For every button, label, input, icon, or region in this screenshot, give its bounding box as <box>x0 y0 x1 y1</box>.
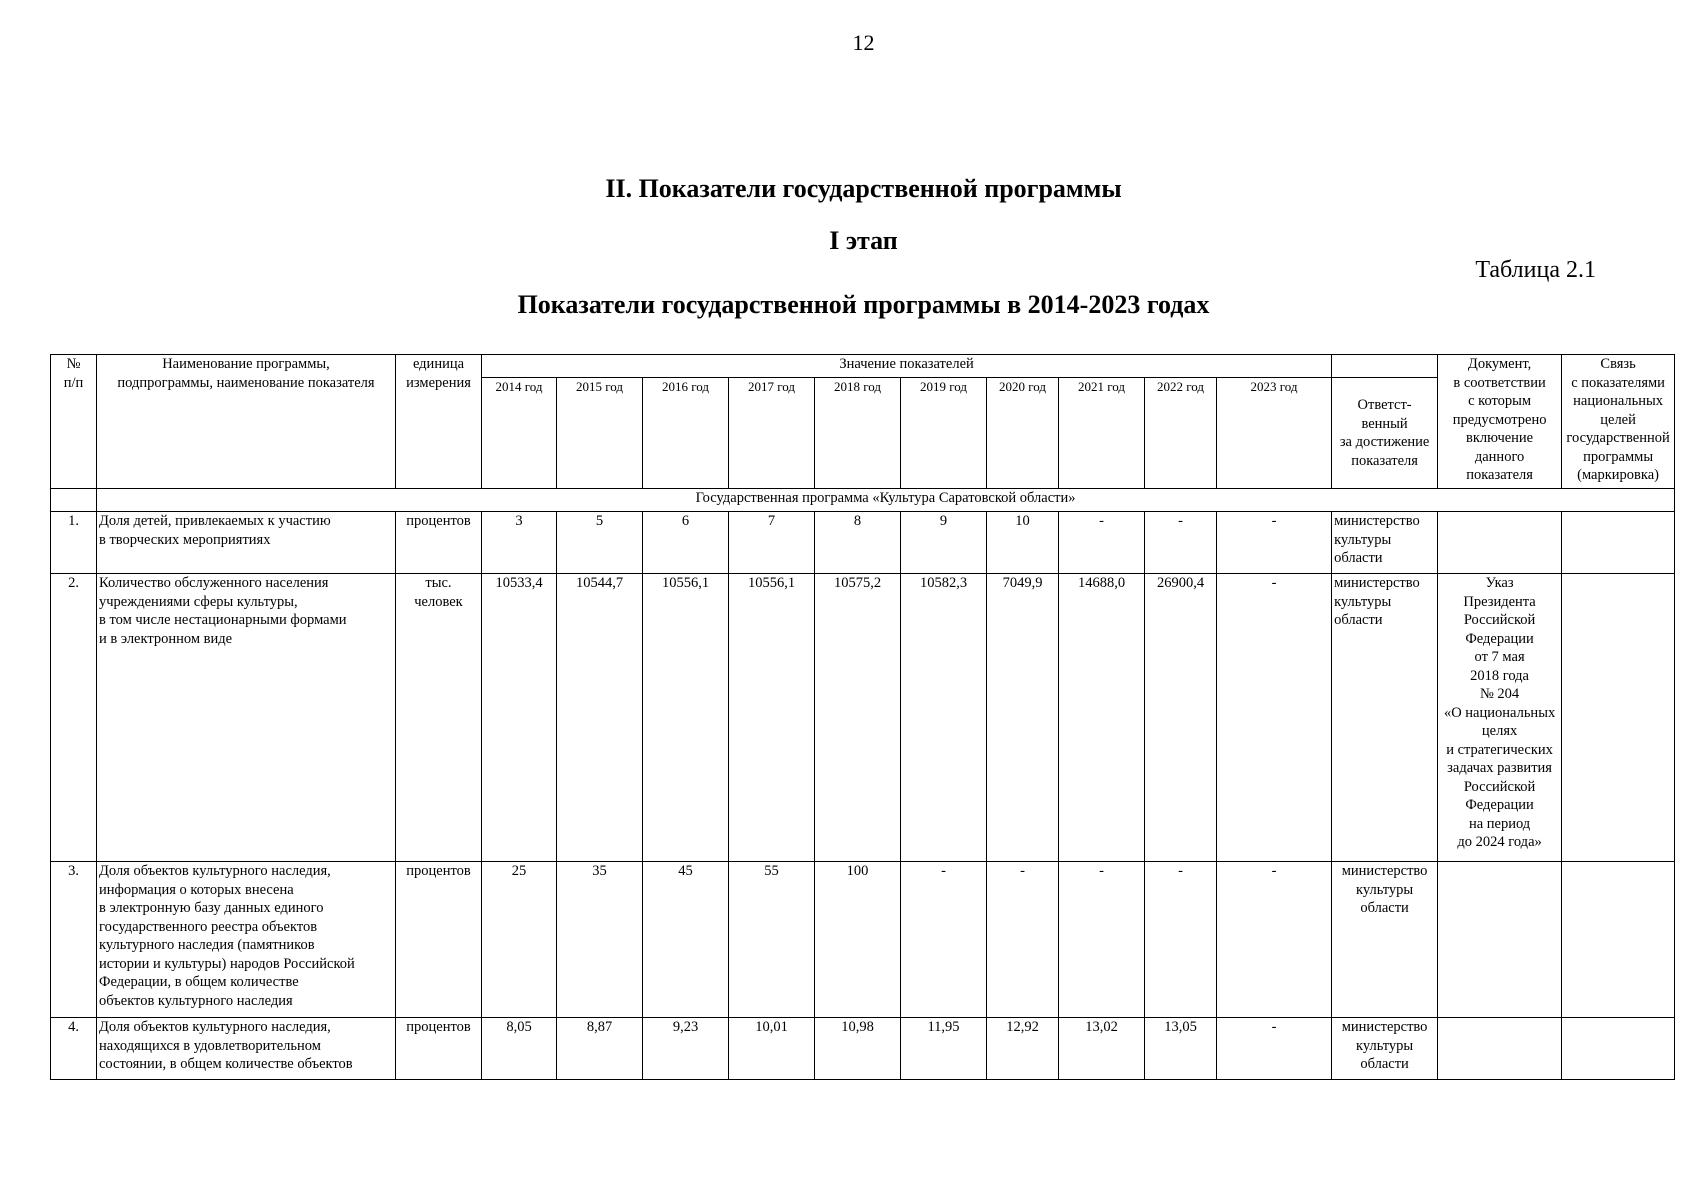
row-value: - <box>1059 862 1145 1018</box>
table-row <box>51 862 1675 1018</box>
header-num: № п/п <box>51 355 97 489</box>
year-header: 2019 год <box>901 378 987 489</box>
row-name: Доля детей, привлекаемых к участию в творческих мероприятиях <box>97 512 396 574</box>
row-link <box>1562 512 1675 574</box>
row-value: 55 <box>729 862 815 1018</box>
row-value: 10,01 <box>729 1018 815 1080</box>
year-header: 2023 год <box>1217 378 1332 489</box>
row-value: 8,05 <box>482 1018 557 1080</box>
row-document <box>1438 1018 1562 1080</box>
row-value: - <box>1217 512 1332 574</box>
row-document <box>1438 512 1562 574</box>
row-value: - <box>987 862 1059 1018</box>
row-value: 5 <box>557 512 643 574</box>
year-header: 2016 год <box>643 378 729 489</box>
row-value: - <box>1145 512 1217 574</box>
row-value: 100 <box>815 862 901 1018</box>
year-header: 2017 год <box>729 378 815 489</box>
row-responsible: министерство культуры области <box>1332 1018 1438 1080</box>
row-value: 11,95 <box>901 1018 987 1080</box>
row-value: - <box>901 862 987 1018</box>
row-value: 13,02 <box>1059 1018 1145 1080</box>
page-number: 12 <box>852 30 875 55</box>
row-unit: тыс. человек <box>396 574 482 862</box>
row-document: Указ Президента Российской Федерации от 7 мая 2018 года № 204 «О национальных целях и стратегических задачах развития Российской Федерации на период до 2024 года» <box>1438 574 1562 862</box>
row-value: 13,05 <box>1145 1018 1217 1080</box>
row-num: 1. <box>51 512 97 574</box>
header-name: Наименование программы, подпрограммы, наименование показателя <box>97 355 396 489</box>
row-value: - <box>1217 574 1332 862</box>
header-values: Значение показателей <box>482 355 1332 378</box>
row-num: 4. <box>51 1018 97 1080</box>
row-name: Количество обслуженного населения учреждениями сферы культуры, в том числе нестационарными формами и в электронном виде <box>97 574 396 862</box>
row-value: 6 <box>643 512 729 574</box>
row-value: 35 <box>557 862 643 1018</box>
header-document: Документ, в соответствии с которым предусмотрено включение данного показателя <box>1438 355 1562 489</box>
row-num: 3. <box>51 862 97 1018</box>
table-header-row <box>51 355 1675 378</box>
row-value: 10556,1 <box>729 574 815 862</box>
program-row <box>51 489 1675 512</box>
header-responsible: Ответст- венный за достижение показателя <box>1332 378 1438 489</box>
row-value: 9,23 <box>643 1018 729 1080</box>
row-link <box>1562 574 1675 862</box>
row-responsible: министерство культуры области <box>1332 574 1438 862</box>
row-value: - <box>1145 862 1217 1018</box>
row-unit: процентов <box>396 1018 482 1080</box>
row-unit: процентов <box>396 862 482 1018</box>
row-document <box>1438 862 1562 1018</box>
year-header: 2022 год <box>1145 378 1217 489</box>
year-header: 2021 год <box>1059 378 1145 489</box>
year-header: 2020 год <box>987 378 1059 489</box>
row-value: 7049,9 <box>987 574 1059 862</box>
row-value: 8,87 <box>557 1018 643 1080</box>
row-value: 14688,0 <box>1059 574 1145 862</box>
table-label: Таблица 2.1 <box>1475 257 1596 283</box>
row-value: 26900,4 <box>1145 574 1217 862</box>
row-value: 12,92 <box>987 1018 1059 1080</box>
row-value: 10533,4 <box>482 574 557 862</box>
year-header: 2014 год <box>482 378 557 489</box>
row-value: 8 <box>815 512 901 574</box>
header-blank <box>1332 355 1438 378</box>
row-value: 10544,7 <box>557 574 643 862</box>
header-unit: единица измерения <box>396 355 482 489</box>
header-link: Связь с показателями национальных целей государственной программы (маркировка) <box>1562 355 1675 489</box>
row-value: 10556,1 <box>643 574 729 862</box>
table-row <box>51 512 1675 574</box>
row-responsible: министерство культуры области <box>1332 862 1438 1018</box>
row-value: 7 <box>729 512 815 574</box>
row-value: 10575,2 <box>815 574 901 862</box>
table-row <box>51 1018 1675 1080</box>
section-heading: II. Показатели государственной программы <box>605 174 1122 203</box>
row-value: 10 <box>987 512 1059 574</box>
table-row <box>51 574 1675 862</box>
row-value: 10582,3 <box>901 574 987 862</box>
row-link <box>1562 862 1675 1018</box>
row-value: - <box>1217 862 1332 1018</box>
row-value: 45 <box>643 862 729 1018</box>
year-header: 2015 год <box>557 378 643 489</box>
row-num: 2. <box>51 574 97 862</box>
row-value: - <box>1217 1018 1332 1080</box>
year-header: 2018 год <box>815 378 901 489</box>
row-name: Доля объектов культурного наследия, информация о которых внесена в электронную базу данных единого государственного реестра объектов культурного наследия (памятников истории и культуры) народов Российской Федерации, в общем количестве объектов культурного наследия <box>97 862 396 1018</box>
row-value: 10,98 <box>815 1018 901 1080</box>
row-value: 9 <box>901 512 987 574</box>
row-value: 3 <box>482 512 557 574</box>
row-unit: процентов <box>396 512 482 574</box>
row-value: - <box>1059 512 1145 574</box>
program-title: Государственная программа «Культура Саратовской области» <box>97 489 1675 512</box>
program-num-cell <box>51 489 97 512</box>
row-value: 25 <box>482 862 557 1018</box>
table-heading: Показатели государственной программы в 2014-2023 годах <box>517 290 1210 319</box>
row-responsible: министерство культуры области <box>1332 512 1438 574</box>
row-link <box>1562 1018 1675 1080</box>
row-name: Доля объектов культурного наследия, находящихся в удовлетворительном состоянии, в общем количестве объектов <box>97 1018 396 1080</box>
stage-heading: I этап <box>829 226 898 255</box>
indicators-table <box>50 354 1675 1080</box>
